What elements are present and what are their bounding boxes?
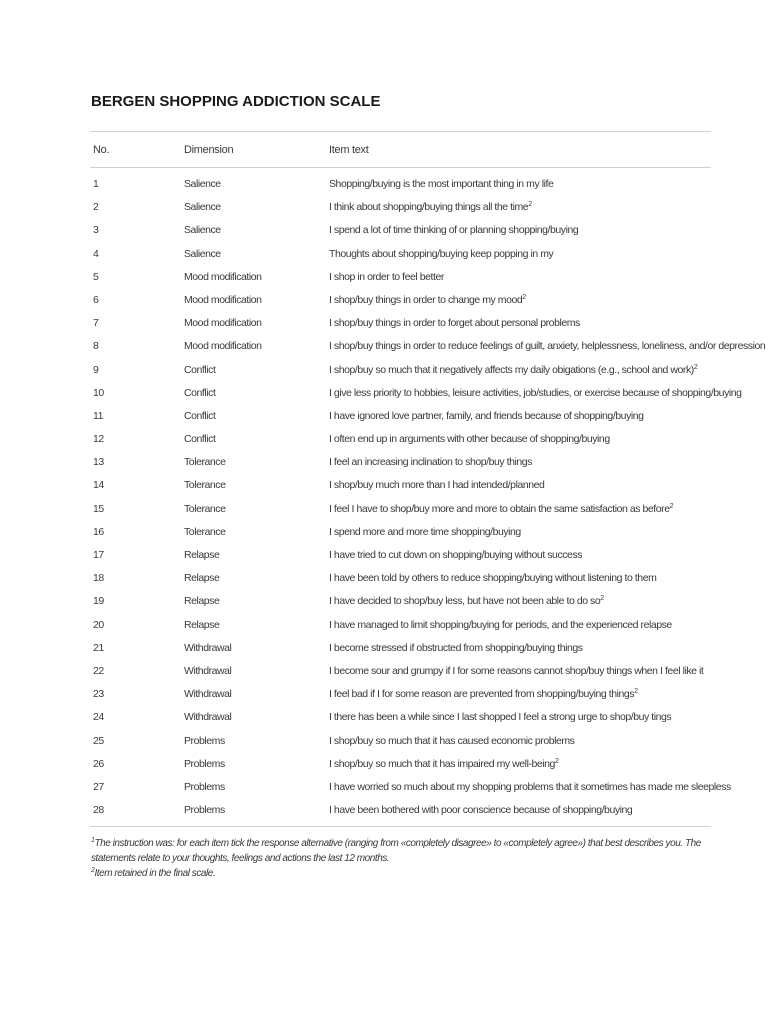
table-row xyxy=(0,406,768,429)
row-number: 20 xyxy=(93,618,104,631)
row-number: 19 xyxy=(93,595,104,608)
row-item-text xyxy=(329,549,582,561)
row-number: 25 xyxy=(93,734,104,747)
footnote-marker: 1 xyxy=(91,837,95,844)
item-text: I spend more and more time shopping/buying xyxy=(329,525,521,538)
row-dimension: Mood modification xyxy=(184,270,262,283)
table-row xyxy=(0,475,768,498)
row-number: 8 xyxy=(93,340,99,353)
footnote-text: The instruction was: for each item tick the response alternative (ranging from «completely disagree» to «completely agree») that best describes you. The statements relate to your thoughts, feelings and actions the last 12 months. xyxy=(91,838,701,864)
table-row xyxy=(0,777,768,800)
table-row xyxy=(0,220,768,243)
row-dimension: Tolerance xyxy=(184,502,226,515)
row-item-text xyxy=(329,201,532,213)
item-text: I shop/buy so much that it has impaired my well-being xyxy=(329,757,555,770)
row-number: 18 xyxy=(93,572,104,585)
row-dimension: Withdrawal xyxy=(184,711,232,724)
item-text: I have been told by others to reduce shopping/buying without listening to them xyxy=(329,572,657,585)
table-row xyxy=(0,568,768,591)
item-text: I shop/buy things in order to reduce feelings of guilt, anxiety, helplessness, loneliness, and/or depression xyxy=(329,340,766,353)
row-item-text xyxy=(329,758,558,770)
table-body xyxy=(0,174,768,823)
row-number: 24 xyxy=(93,711,104,724)
row-number: 16 xyxy=(93,525,104,538)
row-dimension: Conflict xyxy=(184,363,216,376)
row-number: 15 xyxy=(93,502,104,515)
row-item-text xyxy=(329,595,604,607)
table-header-rule xyxy=(90,167,711,168)
row-dimension: Problems xyxy=(184,734,225,747)
row-dimension: Tolerance xyxy=(184,479,226,492)
row-item-text xyxy=(329,387,742,399)
table-row xyxy=(0,174,768,197)
table-row xyxy=(0,429,768,452)
row-dimension: Withdrawal xyxy=(184,641,232,654)
row-number: 5 xyxy=(93,270,99,283)
row-number: 26 xyxy=(93,757,104,770)
table-row xyxy=(0,684,768,707)
row-dimension: Conflict xyxy=(184,409,216,422)
item-text: I feel I have to shop/buy more and more to obtain the same satisfaction as before xyxy=(329,502,670,515)
footnote-marker: 2 xyxy=(522,293,526,301)
footnote-marker: 2 xyxy=(693,363,698,371)
table-bottom-rule xyxy=(90,826,711,827)
table-row xyxy=(0,522,768,545)
row-item-text xyxy=(329,688,638,700)
row-dimension: Relapse xyxy=(184,595,220,608)
row-item-text xyxy=(329,317,580,329)
row-dimension: Salience xyxy=(184,201,221,214)
row-number: 1 xyxy=(93,178,99,190)
item-text: I shop/buy things in order to change my mood xyxy=(329,293,523,306)
table-row xyxy=(0,383,768,406)
row-item-text xyxy=(329,781,731,793)
item-text: I there has been a while since I last shopped I feel a strong urge to shop/buy tings xyxy=(329,711,672,724)
table-row xyxy=(0,290,768,313)
item-text: I become sour and grumpy if I for some reasons cannot shop/buy things when I feel like it xyxy=(329,664,704,677)
row-dimension: Problems xyxy=(184,780,225,793)
row-number: 6 xyxy=(93,293,99,306)
row-dimension: Withdrawal xyxy=(184,664,232,677)
row-number: 27 xyxy=(93,780,104,793)
row-dimension: Salience xyxy=(184,178,221,190)
footnote-marker: 2 xyxy=(669,502,674,510)
table-row xyxy=(0,707,768,730)
row-dimension: Relapse xyxy=(184,572,220,585)
table-row xyxy=(0,615,768,638)
row-item-text xyxy=(329,178,553,190)
row-number: 23 xyxy=(93,688,104,701)
row-number: 4 xyxy=(93,247,99,260)
table-row xyxy=(0,731,768,754)
row-item-text xyxy=(329,642,583,654)
row-item-text xyxy=(329,735,574,747)
row-item-text xyxy=(329,364,697,376)
row-dimension: Withdrawal xyxy=(184,688,232,701)
item-text: I have ignored love partner, family, and friends because of shopping/buying xyxy=(329,409,644,422)
item-text: I shop/buy so much that it has caused economic problems xyxy=(329,734,575,747)
row-item-text xyxy=(329,804,632,816)
table-row xyxy=(0,197,768,220)
row-dimension: Conflict xyxy=(184,386,216,399)
row-number: 13 xyxy=(93,456,104,469)
row-dimension: Problems xyxy=(184,757,225,770)
row-item-text xyxy=(329,503,673,515)
footnote-marker: 2 xyxy=(634,688,638,696)
table-row xyxy=(0,591,768,614)
row-dimension: Mood modification xyxy=(184,340,262,353)
table-row xyxy=(0,452,768,475)
row-dimension: Conflict xyxy=(184,433,216,446)
row-item-text xyxy=(329,224,578,236)
item-text: I have tried to cut down on shopping/buying without success xyxy=(329,549,583,561)
row-number: 11 xyxy=(93,409,103,422)
item-text: I feel an increasing inclination to shop/buy things xyxy=(329,456,532,469)
row-item-text xyxy=(329,340,765,352)
table-row xyxy=(0,638,768,661)
row-number: 22 xyxy=(93,664,104,677)
column-header-no: No. xyxy=(93,144,110,156)
table-row xyxy=(0,499,768,522)
row-number: 12 xyxy=(93,433,104,446)
row-number: 2 xyxy=(93,201,99,214)
row-item-text xyxy=(329,479,544,491)
table-row xyxy=(0,360,768,383)
row-dimension: Mood modification xyxy=(184,317,262,330)
item-text: I have been bothered with poor conscience because of shopping/buying xyxy=(329,804,633,817)
row-number: 3 xyxy=(93,224,99,237)
footnote-marker: 2 xyxy=(91,867,95,874)
row-number: 14 xyxy=(93,479,104,492)
row-dimension: Relapse xyxy=(184,549,220,561)
footnote-marker: 2 xyxy=(554,757,559,765)
row-item-text xyxy=(329,665,703,677)
item-text: Thoughts about shopping/buying keep popping in my xyxy=(329,247,554,260)
row-dimension: Tolerance xyxy=(184,456,226,469)
item-text: I shop/buy so much that it negatively affects my daily obigations (e.g., school and work) xyxy=(329,363,694,376)
item-text: I shop/buy things in order to forget about personal problems xyxy=(329,317,580,330)
row-number: 28 xyxy=(93,804,104,817)
row-item-text xyxy=(329,410,644,422)
row-number: 10 xyxy=(93,386,104,399)
item-text: I become stressed if obstructed from shopping/buying things xyxy=(329,641,583,654)
row-item-text xyxy=(329,572,656,584)
row-dimension: Tolerance xyxy=(184,525,226,538)
item-text: I have decided to shop/buy less, but have not been able to do so xyxy=(329,595,601,608)
item-text: I feel bad if I for some reason are prevented from shopping/buying things xyxy=(329,688,635,701)
item-text: I have managed to limit shopping/buying for periods, and the experienced relapse xyxy=(329,618,672,631)
row-dimension: Problems xyxy=(184,804,225,817)
row-item-text xyxy=(329,294,526,306)
table-row xyxy=(0,267,768,290)
item-text: I think about shopping/buying things all the time xyxy=(329,201,529,214)
row-dimension: Salience xyxy=(184,224,221,237)
table-row xyxy=(0,545,768,568)
row-item-text xyxy=(329,619,672,631)
row-dimension: Salience xyxy=(184,247,221,260)
footnote-marker: 2 xyxy=(528,201,532,209)
column-header-dimension: Dimension xyxy=(184,144,234,156)
row-item-text xyxy=(329,433,610,445)
table-row xyxy=(0,800,768,823)
table-top-rule xyxy=(90,131,711,132)
item-text: I spend a lot of time thinking of or planning shopping/buying xyxy=(329,224,579,237)
table-row xyxy=(0,661,768,684)
footnote-2 xyxy=(91,866,716,881)
table-row xyxy=(0,313,768,336)
footnote-text: Item retained in the final scale. xyxy=(94,868,216,879)
row-number: 17 xyxy=(93,549,104,561)
footnote-1 xyxy=(91,836,716,866)
item-text: Shopping/buying is the most important thing in my life xyxy=(329,178,554,190)
footnotes xyxy=(91,836,716,881)
row-number: 7 xyxy=(93,317,99,330)
table-row xyxy=(0,336,768,359)
row-item-text xyxy=(329,526,521,538)
item-text: I shop/buy much more than I had intended/planned xyxy=(329,479,545,492)
table-row xyxy=(0,754,768,777)
row-item-text xyxy=(329,711,671,723)
row-dimension: Relapse xyxy=(184,618,220,631)
table-row xyxy=(0,244,768,267)
item-text: I often end up in arguments with other because of shopping/buying xyxy=(329,433,610,446)
column-header-item-text: Item text xyxy=(329,144,369,156)
row-item-text xyxy=(329,271,444,283)
row-item-text xyxy=(329,248,553,260)
item-text: I give less priority to hobbies, leisure activities, job/studies, or exercise because of shopping/buying xyxy=(329,386,742,399)
page-title: BERGEN SHOPPING ADDICTION SCALE xyxy=(91,93,381,110)
row-item-text xyxy=(329,456,532,468)
row-number: 9 xyxy=(93,363,99,376)
item-text: I shop in order to feel better xyxy=(329,270,444,283)
footnote-marker: 2 xyxy=(600,595,604,603)
row-dimension: Mood modification xyxy=(184,293,262,306)
row-number: 21 xyxy=(93,641,104,654)
item-text: I have worried so much about my shopping problems that it sometimes has made me sleepless xyxy=(329,780,731,793)
